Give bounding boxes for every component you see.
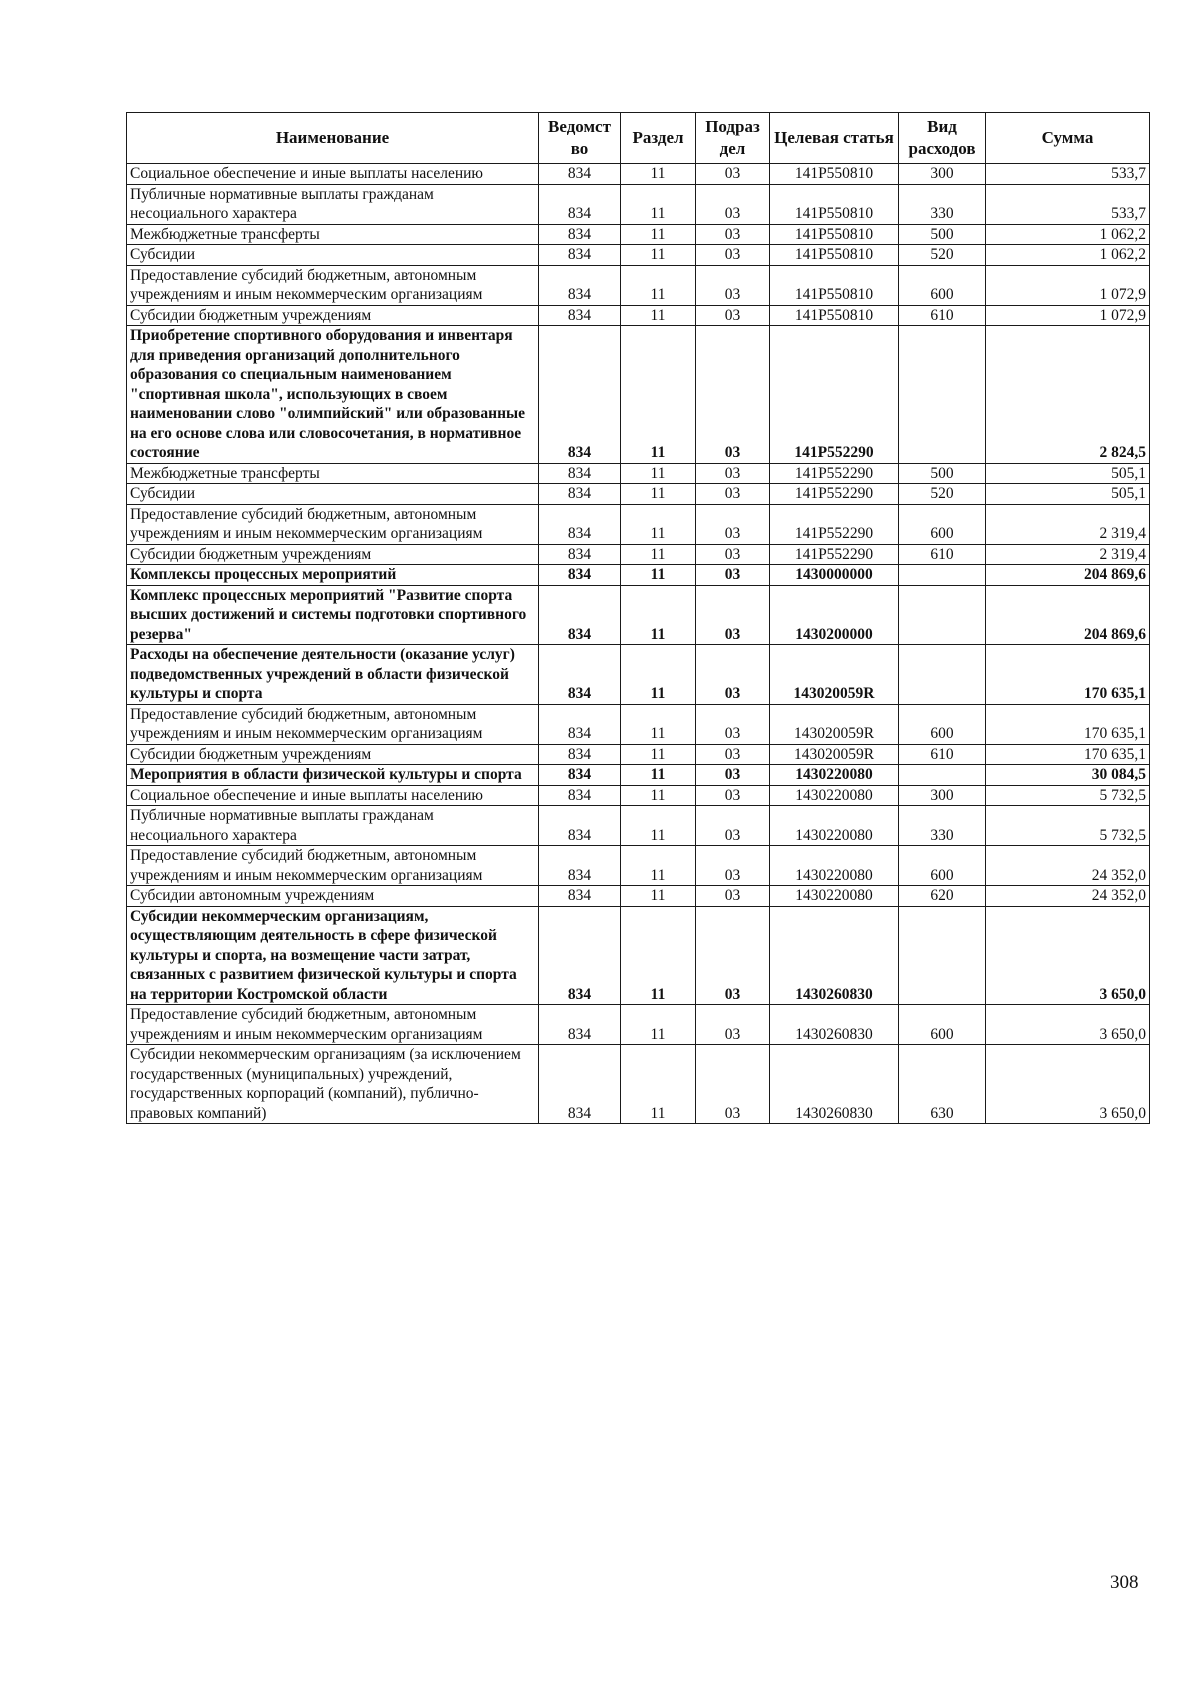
row-sum-cell: 204 869,6 bbox=[986, 585, 1150, 645]
row-subsection-cell: 03 bbox=[696, 265, 770, 305]
row-expense-type-cell: 300 bbox=[899, 164, 986, 185]
row-section-cell: 11 bbox=[621, 1005, 696, 1045]
row-expense-type-cell: 330 bbox=[899, 184, 986, 224]
row-subsection-cell: 03 bbox=[696, 504, 770, 544]
row-dept-cell: 834 bbox=[539, 1045, 621, 1124]
table-row bbox=[127, 326, 1150, 464]
row-section-cell: 11 bbox=[621, 184, 696, 224]
row-expense-type-cell: 600 bbox=[899, 265, 986, 305]
row-article-cell: 141P550810 bbox=[770, 164, 899, 185]
table-row bbox=[127, 846, 1150, 886]
row-name-cell: Субсидии бюджетным учреждениям bbox=[127, 305, 539, 326]
table-row bbox=[127, 1045, 1150, 1124]
row-dept-cell: 834 bbox=[539, 224, 621, 245]
row-section-cell: 11 bbox=[621, 504, 696, 544]
table-row bbox=[127, 704, 1150, 744]
row-subsection-cell: 03 bbox=[696, 744, 770, 765]
table-row bbox=[127, 744, 1150, 765]
row-dept-cell: 834 bbox=[539, 484, 621, 505]
row-expense-type-cell: 520 bbox=[899, 484, 986, 505]
row-expense-type-cell bbox=[899, 906, 986, 1005]
row-subsection-cell: 03 bbox=[696, 224, 770, 245]
row-sum-cell: 2 824,5 bbox=[986, 326, 1150, 464]
row-dept-cell: 834 bbox=[539, 245, 621, 266]
row-section-cell: 11 bbox=[621, 785, 696, 806]
row-dept-cell: 834 bbox=[539, 785, 621, 806]
row-name-cell: Предоставление субсидий бюджетным, автономным учреждениям и иным некоммерческим организациям bbox=[127, 704, 539, 744]
header-dept: Ведомст во bbox=[539, 113, 621, 164]
row-subsection-cell: 03 bbox=[696, 886, 770, 907]
table-row bbox=[127, 906, 1150, 1005]
table-row bbox=[127, 224, 1150, 245]
row-expense-type-cell: 500 bbox=[899, 224, 986, 245]
row-dept-cell: 834 bbox=[539, 744, 621, 765]
row-section-cell: 11 bbox=[621, 305, 696, 326]
row-subsection-cell: 03 bbox=[696, 245, 770, 266]
row-article-cell: 141P552290 bbox=[770, 504, 899, 544]
row-dept-cell: 834 bbox=[539, 326, 621, 464]
row-dept-cell: 834 bbox=[539, 544, 621, 565]
table-row bbox=[127, 765, 1150, 786]
row-dept-cell: 834 bbox=[539, 585, 621, 645]
row-dept-cell: 834 bbox=[539, 565, 621, 586]
row-section-cell: 11 bbox=[621, 544, 696, 565]
table-row bbox=[127, 544, 1150, 565]
row-article-cell: 143020059R bbox=[770, 645, 899, 705]
row-article-cell: 141P550810 bbox=[770, 305, 899, 326]
row-subsection-cell: 03 bbox=[696, 484, 770, 505]
row-sum-cell: 2 319,4 bbox=[986, 504, 1150, 544]
row-name-cell: Субсидии автономным учреждениям bbox=[127, 886, 539, 907]
row-subsection-cell: 03 bbox=[696, 906, 770, 1005]
header-sum: Сумма bbox=[986, 113, 1150, 164]
budget-table bbox=[126, 112, 1150, 1124]
row-subsection-cell: 03 bbox=[696, 765, 770, 786]
row-article-cell: 143020059R bbox=[770, 704, 899, 744]
row-name-cell: Межбюджетные трансферты bbox=[127, 224, 539, 245]
table-row bbox=[127, 886, 1150, 907]
row-name-cell: Комплексы процессных мероприятий bbox=[127, 565, 539, 586]
row-article-cell: 141P552290 bbox=[770, 484, 899, 505]
row-subsection-cell: 03 bbox=[696, 1045, 770, 1124]
row-article-cell: 141P552290 bbox=[770, 463, 899, 484]
header-name: Наименование bbox=[127, 113, 539, 164]
row-sum-cell: 1 062,2 bbox=[986, 224, 1150, 245]
row-sum-cell: 505,1 bbox=[986, 463, 1150, 484]
row-article-cell: 141P550810 bbox=[770, 265, 899, 305]
row-dept-cell: 834 bbox=[539, 704, 621, 744]
row-expense-type-cell bbox=[899, 565, 986, 586]
table-row bbox=[127, 265, 1150, 305]
table-row bbox=[127, 245, 1150, 266]
row-section-cell: 11 bbox=[621, 245, 696, 266]
row-dept-cell: 834 bbox=[539, 463, 621, 484]
row-subsection-cell: 03 bbox=[696, 785, 770, 806]
table-header-row bbox=[127, 113, 1150, 164]
row-sum-cell: 170 635,1 bbox=[986, 645, 1150, 705]
row-section-cell: 11 bbox=[621, 585, 696, 645]
row-section-cell: 11 bbox=[621, 164, 696, 185]
row-subsection-cell: 03 bbox=[696, 565, 770, 586]
row-expense-type-cell: 520 bbox=[899, 245, 986, 266]
row-sum-cell: 5 732,5 bbox=[986, 806, 1150, 846]
page-number: 308 bbox=[1110, 1572, 1139, 1593]
table-row bbox=[127, 1005, 1150, 1045]
row-section-cell: 11 bbox=[621, 886, 696, 907]
row-dept-cell: 834 bbox=[539, 886, 621, 907]
row-section-cell: 11 bbox=[621, 846, 696, 886]
row-expense-type-cell: 600 bbox=[899, 1005, 986, 1045]
row-sum-cell: 30 084,5 bbox=[986, 765, 1150, 786]
row-name-cell: Предоставление субсидий бюджетным, автономным учреждениям и иным некоммерческим организациям bbox=[127, 846, 539, 886]
row-sum-cell: 505,1 bbox=[986, 484, 1150, 505]
row-subsection-cell: 03 bbox=[696, 806, 770, 846]
row-expense-type-cell bbox=[899, 645, 986, 705]
row-section-cell: 11 bbox=[621, 565, 696, 586]
row-sum-cell: 533,7 bbox=[986, 184, 1150, 224]
row-expense-type-cell: 630 bbox=[899, 1045, 986, 1124]
row-sum-cell: 533,7 bbox=[986, 164, 1150, 185]
row-subsection-cell: 03 bbox=[696, 645, 770, 705]
row-section-cell: 11 bbox=[621, 463, 696, 484]
row-expense-type-cell: 600 bbox=[899, 704, 986, 744]
row-name-cell: Субсидии bbox=[127, 245, 539, 266]
row-subsection-cell: 03 bbox=[696, 184, 770, 224]
row-article-cell: 143020059R bbox=[770, 744, 899, 765]
row-sum-cell: 170 635,1 bbox=[986, 744, 1150, 765]
row-article-cell: 1430220080 bbox=[770, 765, 899, 786]
row-name-cell: Субсидии bbox=[127, 484, 539, 505]
row-article-cell: 1430000000 bbox=[770, 565, 899, 586]
table-row bbox=[127, 484, 1150, 505]
row-subsection-cell: 03 bbox=[696, 463, 770, 484]
row-expense-type-cell: 610 bbox=[899, 744, 986, 765]
row-sum-cell: 170 635,1 bbox=[986, 704, 1150, 744]
row-section-cell: 11 bbox=[621, 906, 696, 1005]
row-dept-cell: 834 bbox=[539, 305, 621, 326]
table-row bbox=[127, 645, 1150, 705]
row-expense-type-cell: 330 bbox=[899, 806, 986, 846]
row-section-cell: 11 bbox=[621, 1045, 696, 1124]
row-dept-cell: 834 bbox=[539, 846, 621, 886]
row-article-cell: 1430220080 bbox=[770, 785, 899, 806]
table-row bbox=[127, 164, 1150, 185]
row-expense-type-cell bbox=[899, 585, 986, 645]
row-article-cell: 141P550810 bbox=[770, 224, 899, 245]
table-row bbox=[127, 184, 1150, 224]
row-article-cell: 1430200000 bbox=[770, 585, 899, 645]
row-expense-type-cell: 300 bbox=[899, 785, 986, 806]
row-article-cell: 1430220080 bbox=[770, 886, 899, 907]
row-sum-cell: 3 650,0 bbox=[986, 906, 1150, 1005]
row-sum-cell: 1 072,9 bbox=[986, 265, 1150, 305]
row-subsection-cell: 03 bbox=[696, 1005, 770, 1045]
row-name-cell: Расходы на обеспечение деятельности (оказание услуг) подведомственных учреждений в области физической культуры и спорта bbox=[127, 645, 539, 705]
row-name-cell: Социальное обеспечение и иные выплаты населению bbox=[127, 785, 539, 806]
row-section-cell: 11 bbox=[621, 744, 696, 765]
row-name-cell: Субсидии бюджетным учреждениям bbox=[127, 744, 539, 765]
table-row bbox=[127, 565, 1150, 586]
row-name-cell: Субсидии некоммерческим организациям, осуществляющим деятельность в сфере физической культуры и спорта, на возмещение части затрат, связанных с развитием физической культуры и спорта на территории Костромской области bbox=[127, 906, 539, 1005]
row-subsection-cell: 03 bbox=[696, 326, 770, 464]
row-name-cell: Предоставление субсидий бюджетным, автономным учреждениям и иным некоммерческим организациям bbox=[127, 504, 539, 544]
row-dept-cell: 834 bbox=[539, 184, 621, 224]
row-name-cell: Предоставление субсидий бюджетным, автономным учреждениям и иным некоммерческим организациям bbox=[127, 265, 539, 305]
row-expense-type-cell bbox=[899, 765, 986, 786]
row-sum-cell: 2 319,4 bbox=[986, 544, 1150, 565]
row-name-cell: Субсидии некоммерческим организациям (за исключением государственных (муниципальных) учреждений, государственных корпораций (компаний), публично-правовых компаний) bbox=[127, 1045, 539, 1124]
row-subsection-cell: 03 bbox=[696, 305, 770, 326]
row-article-cell: 141P552290 bbox=[770, 544, 899, 565]
row-subsection-cell: 03 bbox=[696, 585, 770, 645]
header-article: Целевая статья bbox=[770, 113, 899, 164]
row-expense-type-cell: 600 bbox=[899, 846, 986, 886]
row-name-cell: Социальное обеспечение и иные выплаты населению bbox=[127, 164, 539, 185]
table-body bbox=[127, 164, 1150, 1124]
row-sum-cell: 24 352,0 bbox=[986, 886, 1150, 907]
row-article-cell: 141P552290 bbox=[770, 326, 899, 464]
row-article-cell: 1430220080 bbox=[770, 846, 899, 886]
row-sum-cell: 1 072,9 bbox=[986, 305, 1150, 326]
row-name-cell: Комплекс процессных мероприятий "Развитие спорта высших достижений и системы подготовки спортивного резерва" bbox=[127, 585, 539, 645]
row-sum-cell: 1 062,2 bbox=[986, 245, 1150, 266]
row-section-cell: 11 bbox=[621, 224, 696, 245]
row-dept-cell: 834 bbox=[539, 645, 621, 705]
row-sum-cell: 3 650,0 bbox=[986, 1005, 1150, 1045]
row-name-cell: Публичные нормативные выплаты гражданам несоциального характера bbox=[127, 806, 539, 846]
table-row bbox=[127, 504, 1150, 544]
row-article-cell: 141P550810 bbox=[770, 245, 899, 266]
row-section-cell: 11 bbox=[621, 265, 696, 305]
row-article-cell: 1430260830 bbox=[770, 1005, 899, 1045]
row-expense-type-cell bbox=[899, 326, 986, 464]
table-row bbox=[127, 305, 1150, 326]
row-subsection-cell: 03 bbox=[696, 164, 770, 185]
row-section-cell: 11 bbox=[621, 645, 696, 705]
row-section-cell: 11 bbox=[621, 484, 696, 505]
row-sum-cell: 5 732,5 bbox=[986, 785, 1150, 806]
row-name-cell: Субсидии бюджетным учреждениям bbox=[127, 544, 539, 565]
row-expense-type-cell: 500 bbox=[899, 463, 986, 484]
table-row bbox=[127, 785, 1150, 806]
row-section-cell: 11 bbox=[621, 704, 696, 744]
row-name-cell: Межбюджетные трансферты bbox=[127, 463, 539, 484]
header-section: Раздел bbox=[621, 113, 696, 164]
row-article-cell: 1430220080 bbox=[770, 806, 899, 846]
row-name-cell: Предоставление субсидий бюджетным, автономным учреждениям и иным некоммерческим организациям bbox=[127, 1005, 539, 1045]
row-subsection-cell: 03 bbox=[696, 846, 770, 886]
header-subsection: Подраз дел bbox=[696, 113, 770, 164]
row-expense-type-cell: 600 bbox=[899, 504, 986, 544]
row-name-cell: Приобретение спортивного оборудования и инвентаря для приведения организаций дополнительного образования со специальным наименованием "спортивная школа", использующих в своем наименовании слово "олимпийский" или образованные на его основе слова или словосочетания, в нормативное состояние bbox=[127, 326, 539, 464]
table-row bbox=[127, 463, 1150, 484]
header-expense-type: Вид расходов bbox=[899, 113, 986, 164]
row-expense-type-cell: 610 bbox=[899, 544, 986, 565]
row-article-cell: 141P550810 bbox=[770, 184, 899, 224]
row-sum-cell: 204 869,6 bbox=[986, 565, 1150, 586]
row-dept-cell: 834 bbox=[539, 265, 621, 305]
row-name-cell: Публичные нормативные выплаты гражданам несоциального характера bbox=[127, 184, 539, 224]
row-section-cell: 11 bbox=[621, 326, 696, 464]
row-subsection-cell: 03 bbox=[696, 704, 770, 744]
row-subsection-cell: 03 bbox=[696, 544, 770, 565]
row-sum-cell: 24 352,0 bbox=[986, 846, 1150, 886]
row-dept-cell: 834 bbox=[539, 806, 621, 846]
row-name-cell: Мероприятия в области физической культуры и спорта bbox=[127, 765, 539, 786]
row-dept-cell: 834 bbox=[539, 765, 621, 786]
row-article-cell: 1430260830 bbox=[770, 1045, 899, 1124]
row-dept-cell: 834 bbox=[539, 504, 621, 544]
row-section-cell: 11 bbox=[621, 806, 696, 846]
row-expense-type-cell: 620 bbox=[899, 886, 986, 907]
table-row bbox=[127, 585, 1150, 645]
row-dept-cell: 834 bbox=[539, 1005, 621, 1045]
row-dept-cell: 834 bbox=[539, 906, 621, 1005]
row-expense-type-cell: 610 bbox=[899, 305, 986, 326]
table-row bbox=[127, 806, 1150, 846]
row-article-cell: 1430260830 bbox=[770, 906, 899, 1005]
row-sum-cell: 3 650,0 bbox=[986, 1045, 1150, 1124]
row-section-cell: 11 bbox=[621, 765, 696, 786]
row-dept-cell: 834 bbox=[539, 164, 621, 185]
